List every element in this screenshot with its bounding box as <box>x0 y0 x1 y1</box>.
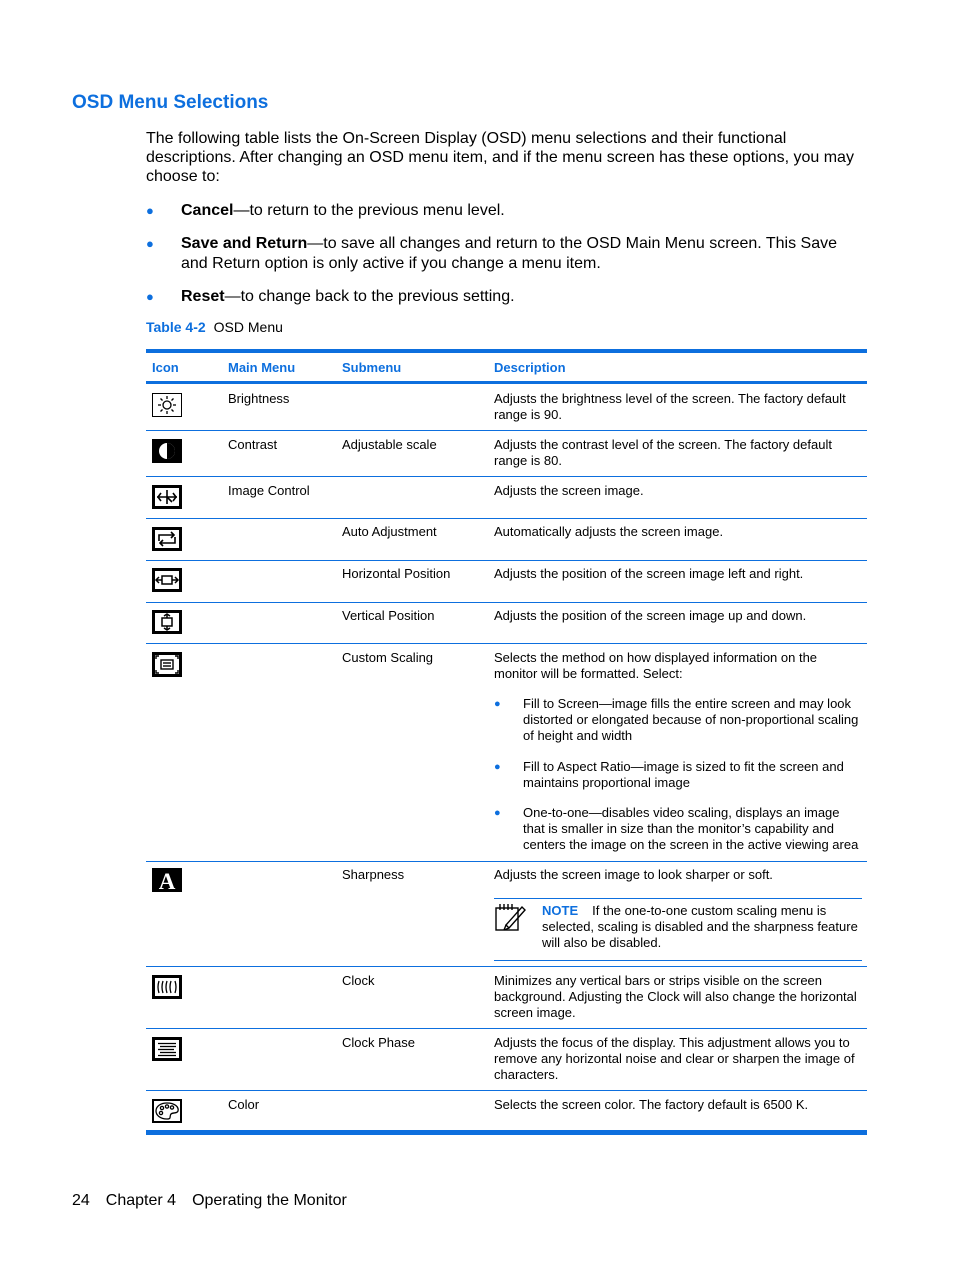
page-footer <box>72 1192 363 1210</box>
list-item: ● Fill to Screen—image fills the entire screen and may look distorted or elongated because of non-proportional scaling of height and width <box>494 696 859 743</box>
row-divider <box>146 602 867 603</box>
image-control-icon <box>152 485 182 509</box>
description-cell: Adjusts the screen image. <box>494 483 644 498</box>
description-cell: Adjusts the contrast level of the screen. The factory default range is 80. <box>494 437 832 468</box>
chapter-title: Operating the Monitor <box>192 1192 347 1209</box>
submenu-cell: Vertical Position <box>342 608 435 623</box>
submenu-cell: Custom Scaling <box>342 650 434 665</box>
header-main-menu: Main Menu <box>228 360 296 375</box>
main-menu-cell: Brightness <box>228 391 290 406</box>
bullet-icon: ● <box>494 807 501 819</box>
row-divider <box>146 1090 867 1091</box>
list-item: ● Fill to Aspect Ratio—image is sized to fit the screen and maintains proportional image <box>494 759 844 790</box>
sharpness-icon <box>152 868 182 892</box>
row-divider <box>146 518 867 519</box>
description-cell: Adjusts the focus of the display. This adjustment allows you to remove any horizontal noise and clear or sharpen the image of characters. <box>494 1035 855 1082</box>
submenu-cell: Adjustable scale <box>342 437 437 452</box>
description-cell: Selects the method on how displayed information on the monitor will be formatted. Select: <box>494 650 818 681</box>
note-top-rule <box>494 898 862 899</box>
chapter-label: Chapter 4 <box>105 1192 177 1209</box>
table-top-rule <box>146 349 867 353</box>
main-menu-cell: Color <box>228 1097 260 1112</box>
note-label: NOTE <box>542 903 579 918</box>
clock-phase-icon <box>152 1037 182 1061</box>
main-menu-cell: Contrast <box>228 437 278 452</box>
custom-scaling-icon <box>152 652 182 677</box>
osd-menu-table <box>146 349 867 1135</box>
horizontal-position-icon <box>152 568 182 592</box>
contrast-icon <box>152 439 182 463</box>
note-box <box>494 898 862 962</box>
header-description: Description <box>494 360 566 375</box>
page-number: 24 <box>72 1192 90 1209</box>
row-divider <box>146 643 867 644</box>
color-icon <box>152 1099 182 1123</box>
submenu-cell: Auto Adjustment <box>342 524 437 539</box>
clock-icon <box>152 975 182 999</box>
header-icon: Icon <box>152 360 179 375</box>
description-cell: Adjusts the brightness level of the screen. The factory default range is 90. <box>494 391 846 422</box>
vertical-position-icon <box>152 610 182 634</box>
description-cell: Adjusts the position of the screen image left and right. <box>494 566 804 581</box>
bullet-icon: ● <box>146 289 154 304</box>
description-cell: Selects the screen color. The factory default is 6500 K. <box>494 1097 809 1112</box>
submenu-cell: Clock Phase <box>342 1035 415 1050</box>
main-menu-cell: Image Control <box>228 483 310 498</box>
table-header-rule <box>146 381 867 384</box>
auto-adjustment-icon <box>152 527 182 551</box>
bullet-icon: ● <box>146 203 154 218</box>
submenu-cell: Sharpness <box>342 867 405 882</box>
bullet-icon: ● <box>494 698 501 710</box>
table-bottom-rule <box>146 1130 867 1135</box>
svg-text:A: A <box>158 869 176 892</box>
row-divider <box>146 966 867 967</box>
row-divider <box>146 1028 867 1029</box>
row-divider <box>146 476 867 477</box>
description-cell: Adjusts the position of the screen image up and down. <box>494 608 807 623</box>
row-divider <box>146 560 867 561</box>
page-title: OSD Menu Selections <box>72 92 269 113</box>
submenu-cell: Clock <box>342 973 375 988</box>
description-cell: Adjusts the screen image to look sharper or soft. <box>494 867 773 882</box>
note-pencil-icon <box>494 901 528 933</box>
note-bottom-rule <box>494 960 862 961</box>
note-text: If the one-to-one custom scaling menu is selected, scaling is disabled and the sharpness feature will also be disabled. <box>542 903 858 950</box>
header-submenu: Submenu <box>342 360 402 375</box>
brightness-icon <box>152 393 182 417</box>
description-cell: Minimizes any vertical bars or strips visible on the screen background. Adjusting the Clock will also change the horizontal screen image. <box>494 973 857 1020</box>
description-cell: Automatically adjusts the screen image. <box>494 524 724 539</box>
list-item: ● One-to-one—disables video scaling, displays an image that is smaller in size than the monitor’s capability and centers the image on the screen in the active viewing area <box>494 805 859 852</box>
intro-paragraph: The following table lists the On-Screen Display (OSD) menu selections and their functional descriptions. After changing an OSD menu item, and if the menu screen has these options, you may choose to: <box>146 130 854 185</box>
row-divider <box>146 430 867 431</box>
bullet-icon: ● <box>146 236 154 251</box>
row-divider <box>146 861 867 862</box>
bullet-icon: ● <box>494 761 501 773</box>
table-caption: Table 4-2 OSD Menu <box>146 319 283 335</box>
submenu-cell: Horizontal Position <box>342 566 451 581</box>
